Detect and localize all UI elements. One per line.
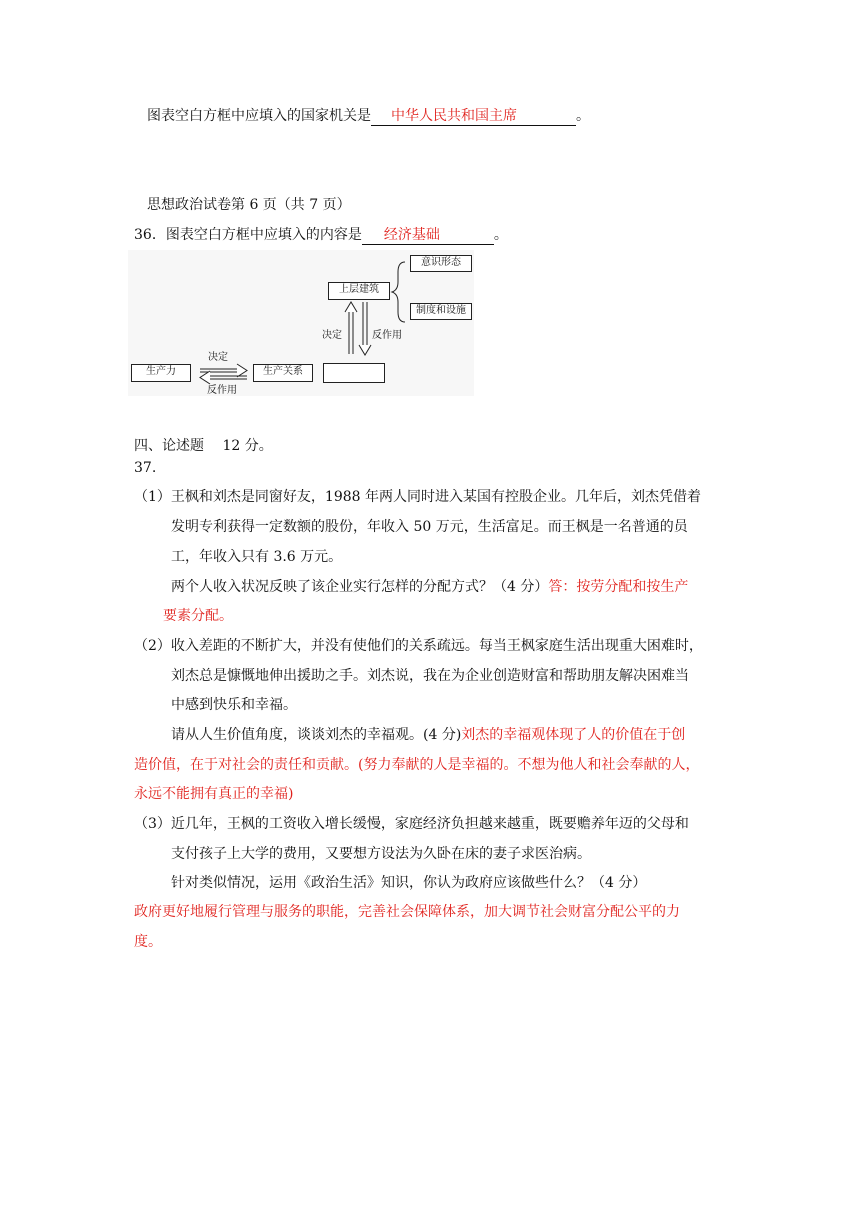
part2-question-line — [171, 725, 685, 745]
label-decide-vertical: 决定 — [322, 330, 342, 341]
part3-answer-b: 度。 — [134, 934, 162, 950]
q35-suffix: 。 — [576, 108, 590, 124]
q36-line — [134, 225, 508, 245]
part1-line1: （1）王枫和刘杰是同窗好友，1988 年两人同时进入某国有控股企业。几年后，刘杰凭借着 — [134, 489, 701, 505]
part1-answer-a: 答：按劳分配和按生产 — [548, 579, 689, 595]
part2-answer-c: 永远不能拥有真正的幸福) — [134, 786, 294, 802]
part3-question: 针对类似情况，运用《政治生活》知识，你认为政府应该做些什么？（4 分） — [171, 875, 647, 891]
empty-box — [323, 363, 385, 383]
q35-prefix: 图表空白方框中应填入的国家机关是 — [147, 108, 371, 124]
relations-box: 生产关系 — [253, 364, 313, 382]
label-react-vertical: 反作用 — [372, 330, 402, 341]
part2-answer-b: 造价值，在于对社会的责任和贡献。(努力奉献的人是幸福的。不想为他人和社会奉献的人， — [134, 757, 700, 773]
institutions-box: 制度和设施 — [410, 303, 472, 320]
part2-line3: 中感到快乐和幸福。 — [171, 697, 297, 713]
q35-answer: 中华人民共和国主席 — [391, 108, 517, 124]
arrow-left-react — [200, 371, 210, 384]
part1-question: 两个人收入状况反映了该企业实行怎样的分配方式？（4 分） — [171, 579, 549, 595]
q36-answer: 经济基础 — [383, 227, 440, 243]
part1-line2: 发明专利获得一定数额的股份，年收入 50 万元，生活富足。而王枫是一名普通的员 — [171, 519, 688, 535]
q35-answer-blank — [371, 107, 576, 126]
arrow-right-decide — [237, 364, 247, 377]
q36-prefix: 36．图表空白方框中应填入的内容是 — [134, 227, 362, 243]
part2-question: 请从人生价值角度，谈谈刘杰的幸福观。(4 分) — [171, 727, 462, 743]
superstructure-box: 上层建筑 — [328, 282, 390, 300]
productivity-box: 生产力 — [131, 364, 191, 382]
q35-line — [147, 106, 590, 126]
part2-line2: 刘杰总是慷慨地伸出援助之手。刘杰说，我在为企业创造财富和帮助朋友解决困难当 — [171, 668, 689, 684]
arrow-down-react — [359, 345, 371, 355]
section-title: 四、论述题 12 分。 — [134, 438, 273, 454]
base-superstructure-diagram — [128, 250, 474, 396]
part3-answer-a: 政府更好地履行管理与服务的职能，完善社会保障体系，加大调节社会财富分配公平的力 — [134, 904, 680, 920]
q36-answer-blank — [362, 226, 494, 245]
part1-question-line — [171, 577, 688, 597]
part2-line1: （2）收入差距的不断扩大，并没有使他们的关系疏远。每当王枫家庭生活出现重大困难时， — [134, 638, 703, 654]
label-react-bottom: 反作用 — [207, 385, 237, 396]
part3-line2: 支付孩子上大学的费用，又要想方设法为久卧在床的妻子求医治病。 — [171, 846, 591, 862]
part2-answer-a: 刘杰的幸福观体现了人的价值在于创 — [461, 727, 686, 743]
part1-line3: 工，年收入只有 3.6 万元。 — [171, 549, 343, 565]
q36-suffix: 。 — [493, 227, 508, 243]
part1-answer-b: 要素分配。 — [163, 608, 233, 624]
ideology-box: 意识形态 — [410, 255, 472, 272]
brace-shape — [392, 262, 405, 322]
page-footer: 思想政治试卷第 6 页（共 7 页） — [147, 197, 351, 213]
arrow-up-decide — [345, 302, 357, 312]
question-number: 37. — [134, 460, 157, 476]
part3-line1: （3）近几年，王枫的工资收入增长缓慢，家庭经济负担越来越重，既要赡养年迈的父母和 — [134, 816, 689, 832]
label-decide-top: 决定 — [208, 352, 228, 363]
